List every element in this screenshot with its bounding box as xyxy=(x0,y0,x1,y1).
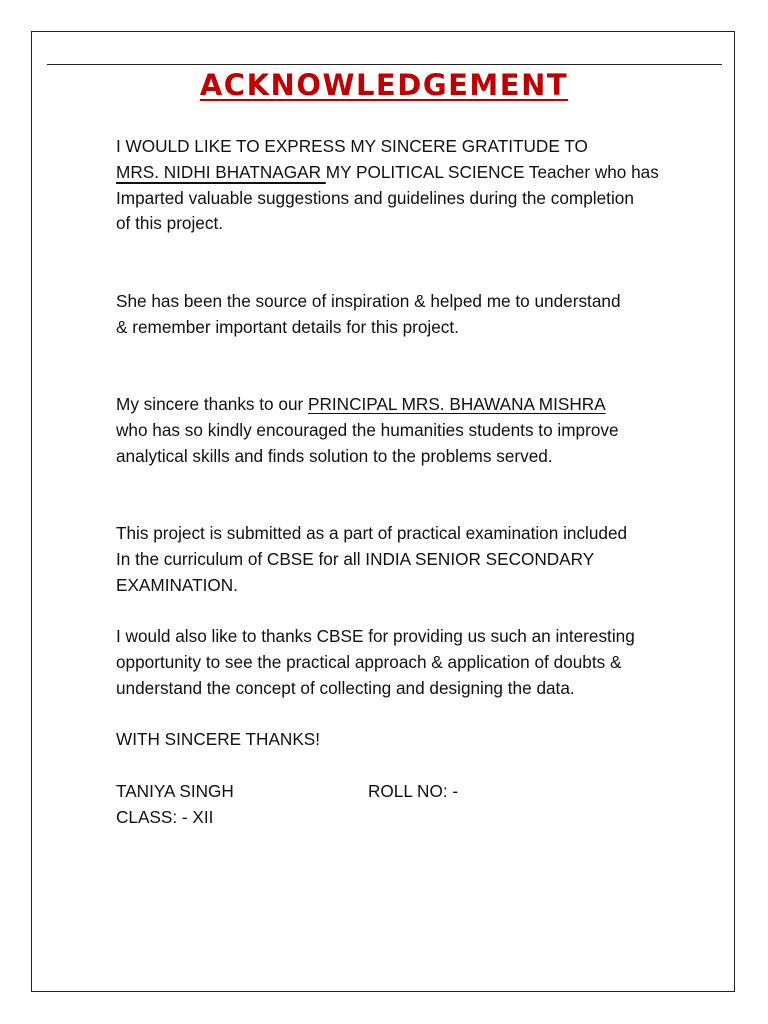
paragraph-line: This project is submitted as a part of practical examination included xyxy=(116,522,628,543)
paragraph-submission xyxy=(116,521,706,598)
paragraph-cbse-thanks xyxy=(116,624,706,701)
paragraph-text: MY POLITICAL SCIENCE Teacher who has xyxy=(325,161,659,182)
paragraph-line: opportunity to see the practical approach & application of doubts & xyxy=(116,651,622,672)
paragraph-line: analytical skills and finds solution to the problems served. xyxy=(116,445,553,466)
top-rule-divider xyxy=(47,64,722,65)
paragraph-line: of this project. xyxy=(116,213,223,234)
signature-row xyxy=(116,779,706,805)
closing-line: WITH SINCERE THANKS! xyxy=(116,729,321,750)
paragraph-line: EXAMINATION. xyxy=(116,574,238,595)
roll-number: ROLL NO: - xyxy=(368,780,459,801)
paragraph-line: understand the concept of collecting and designing the data. xyxy=(116,677,575,698)
paragraph-line: In the curriculum of CBSE for all INDIA SENIOR SECONDARY xyxy=(116,548,595,569)
paragraph-line: & remember important details for this project. xyxy=(116,316,459,337)
paragraph-principal xyxy=(116,392,706,469)
spacer xyxy=(116,340,706,392)
document-body xyxy=(116,134,706,831)
paragraph-text: My sincere thanks to our xyxy=(116,393,309,414)
spacer xyxy=(116,702,706,728)
spacer xyxy=(116,598,706,624)
paragraph-line xyxy=(116,160,706,186)
spacer xyxy=(116,469,706,521)
principal-name: PRINCIPAL MRS. BHAWANA MISHRA xyxy=(308,393,606,414)
title-text: ACKNOWLEDGEMENT xyxy=(199,68,569,102)
spacer xyxy=(116,753,706,779)
paragraph-gratitude xyxy=(116,134,706,237)
paragraph-line: I would also like to thanks CBSE for providing us such an interesting xyxy=(116,626,635,647)
class-label: CLASS: - XII xyxy=(116,806,214,827)
paragraph-inspiration xyxy=(116,289,706,341)
paragraph-line: She has been the source of inspiration & helped me to understand xyxy=(116,290,621,311)
teacher-name: MRS. NIDHI BHATNAGAR xyxy=(116,161,326,182)
paragraph-line xyxy=(116,392,706,418)
paragraph-line: Imparted valuable suggestions and guidelines during the completion xyxy=(116,187,634,208)
paragraph-line: who has so kindly encouraged the humanities students to improve xyxy=(116,419,619,440)
spacer xyxy=(116,237,706,289)
student-name: TANIYA SINGH xyxy=(116,780,234,801)
page-title xyxy=(0,68,768,102)
paragraph-line: I WOULD LIKE TO EXPRESS MY SINCERE GRATITUDE TO xyxy=(116,136,588,156)
